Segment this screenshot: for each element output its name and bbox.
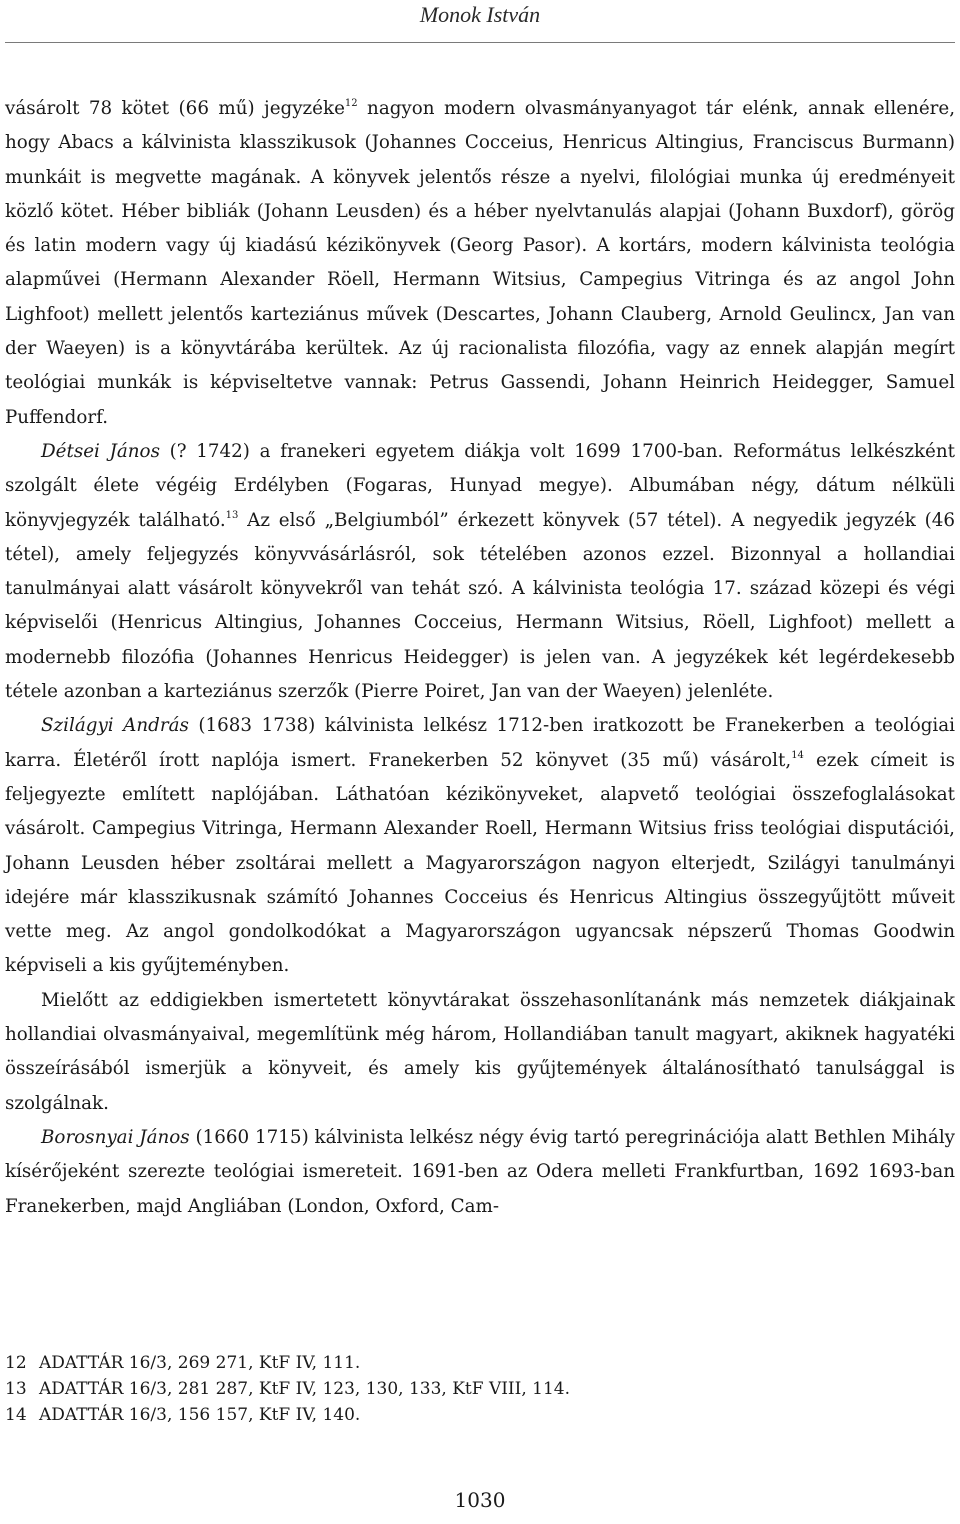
page-number: 1030 xyxy=(454,1488,506,1512)
text-run: Mielőtt az eddigiekben ismertetett könyvtárakat összehasonlítanánk más nemzetek diákjainak hollandiai olvasmányaival, megemlítünk még három, Hollandiában tanult magyart, akiknek hagyatéki összeírásából ismerjük a könyveit, és amely kis gyűjtemények általánosítható tanulsággal is szolgálnak. xyxy=(5,989,955,1114)
paragraph xyxy=(5,435,955,709)
running-header: Monok István xyxy=(419,2,541,27)
footnote-ref: 13 xyxy=(225,509,239,521)
footnote xyxy=(5,1402,955,1428)
body-text xyxy=(5,92,955,1224)
footnote-text: ADATTÁR 16/3, 156 157, KtF IV, 140. xyxy=(39,1405,361,1425)
footnote-ref: 14 xyxy=(791,749,804,761)
text-run: Az első „Belgiumból” érkezett könyvek (57 tétel). A negyedik jegyzék (46 tétel), amely feljegyzés könyvvásárlásról, sok tételében azonos ezzel. Bizonnyal a hollandiai tanulmányai alatt vásárolt könyvekről van tehát szó. A kálvinista teológia 17. század közepi és végi képviselői (Henricus Altingius, Johannes Cocceius, Hermann Witsius, Röell, Lighfoot) mellett a modernebb filozófia (Johannes Henricus Heidegger) is jelen van. A jegyzékek két legérdekesebb tétele azonban a karteziánus szerzők (Pierre Poiret, Jan van der Waeyen) jelenléte. xyxy=(5,509,955,703)
paragraph xyxy=(5,984,955,1121)
footnote-number: 13 xyxy=(5,1379,27,1399)
person-name: Borosnyai János xyxy=(41,1126,190,1148)
text-run: (1660 1715) kálvinista lelkész négy évig tartó peregrinációja alatt Bethlen Mihály kísérőjeként szerezte teológiai ismereteit. 1691-ben az Odera melleti Frankfurtban, 1692 1693-ban Franekerben, majd Angliában (London, Oxford, Cam- xyxy=(5,1126,955,1217)
paragraph xyxy=(5,709,955,983)
paragraph xyxy=(5,92,955,435)
text-run: vásárolt 78 kötet (66 mű) jegyzéke xyxy=(5,98,345,119)
header-rule xyxy=(5,42,955,43)
footnote xyxy=(5,1376,955,1402)
footnote-ref: 12 xyxy=(344,98,358,109)
person-name: Détsei János xyxy=(41,440,160,462)
footnotes xyxy=(5,1350,955,1428)
text-run: ezek címeit is feljegyezte említett naplójában. Láthatóan kézikönyveket, alapvető teológiai összefoglalásokat vásárolt. Campegius Vitringa, Hermann Alexander Roell, Hermann Witsius friss teológiai disputációi, Johann Leusden héber zsoltárai mellett a Magyarországon nagyon elterjedt, Szilágyi tanulmányi idejére már klasszikusnak számító Johannes Cocceius és Henricus Altingius összegyűjtött műveit vette meg. Az angol gondolkodókat a Magyarországon ugyancsak népszerű Thomas Goodwin képviseli a kis gyűjteményben. xyxy=(5,749,955,977)
footnote-text: ADATTÁR 16/3, 281 287, KtF IV, 123, 130, 133, KtF VIII, 114. xyxy=(39,1379,571,1399)
text-run: nagyon modern olvasmányanyagot tár elénk, annak ellenére, hogy Abacs a kálvinista klasszikusok (Johannes Cocceius, Henricus Altingius, Franciscus Burmann) munkáit is megvette magának. A könyvek jelentős része a nyelvi, filológiai munka új eredményeit közlő kötet. Héber bibliák (Johann Leusden) és a héber nyelvtanulás alapjai (Johann Buxdorf), görög és latin modern vagy új kiadású kézikönyvek (Georg Pasor). A kortárs, modern kálvinista teológia alapművei (Hermann Alexander Röell, Hermann Witsius, Campegius Vitringa és az angol John Lighfoot) mellett jelentős karteziánus művek (Descartes, Johann Clauberg, Arnold Geulincx, Jan van der Waeyen) is a könyvtárába kerültek. Az új racionalista filozófia, vagy az ennek alapján megírt teológiai munkák is képviseltetve vannak: Petrus Gassendi, Johann Heinrich Heidegger, Samuel Puffendorf. xyxy=(5,98,956,428)
text-run: (1683 1738) kálvinista lelkész 1712-ben iratkozott be Franekerben a teológiai karra. Életéről írott naplója ismert. Franekerben 52 könyvet (35 mű) vásárolt, xyxy=(5,715,955,771)
person-name: Szilágyi András xyxy=(41,715,189,737)
footnote xyxy=(5,1350,955,1376)
footnote-number: 12 xyxy=(5,1353,27,1373)
text-run: (? 1742) a franekeri egyetem diákja volt 1699 1700-ban. Református lelkészként szolgált élete végéig Erdélyben (Fogaras, Hunyad megye). Albumában négy, dátum nélküli könyvjegyzék található. xyxy=(5,440,955,531)
footnote-text: ADATTÁR 16/3, 269 271, KtF IV, 111. xyxy=(39,1353,361,1373)
paragraph xyxy=(5,1121,955,1224)
footnote-number: 14 xyxy=(5,1405,27,1425)
